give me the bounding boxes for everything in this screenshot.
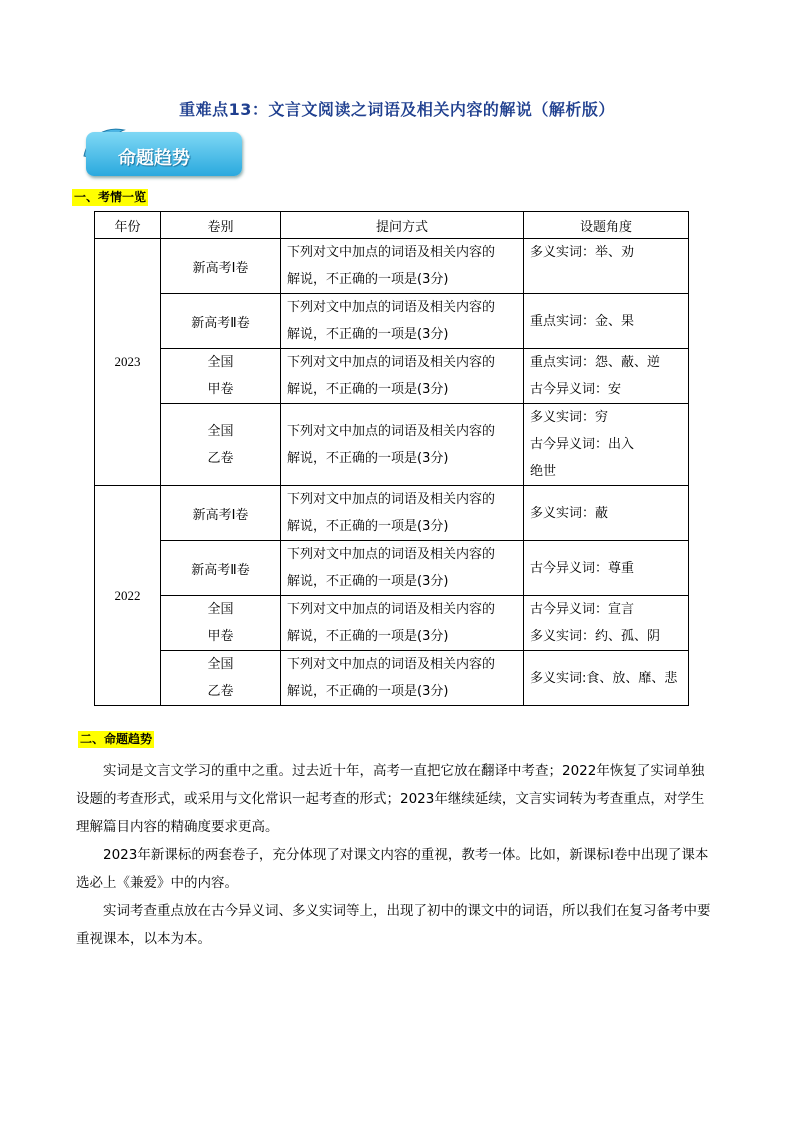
question-line: 下列对文中加点的词语及相关内容的 [287,245,496,260]
question-line: 下列对文中加点的词语及相关内容的 [287,300,496,315]
angle-line: 多义实词：举、劝 [530,245,635,260]
angle-line: 重点实词：怨、蔽、逆 [530,355,661,370]
question-line: 解说，不正确的一项是(3分) [287,684,449,699]
question-cell [281,294,524,349]
question-line: 下列对文中加点的词语及相关内容的 [287,355,496,370]
angle-cell [524,651,689,706]
year-cell: 2022 [95,486,161,706]
angle-line: 古今异义词：安 [530,382,622,397]
table-row [95,349,689,404]
paper-label: 新高考Ⅱ卷 [191,315,250,331]
angle-cell [524,541,689,596]
paper-cell [161,349,281,404]
paper-label: 新高考Ⅰ卷 [192,260,249,276]
question-line: 下列对文中加点的词语及相关内容的 [287,602,496,617]
question-line: 下列对文中加点的词语及相关内容的 [287,547,496,562]
angle-cell [524,349,689,404]
banner [78,120,248,186]
body-paragraph: 实词是文言文学习的重中之重。过去近十年，高考一直把它放在翻译中考查；2022年恢复了实词单独设题的考查形式，或采用与文化常识一起考查的形式；2023年继续延续，文言实词转为考查重点，对学生理解篇目内容的精确度要求更高。 [76,763,705,835]
paper-label: 乙卷 [207,450,234,466]
table-row [95,404,689,486]
angle-cell [524,404,689,486]
paper-label: 全国 [207,657,234,672]
table-header-row [95,212,689,239]
paper-label: 全国 [207,423,234,439]
question-cell [281,541,524,596]
paper-cell [161,294,281,349]
question-line: 下列对文中加点的词语及相关内容的 [287,657,496,672]
angle-cell [524,294,689,349]
paper-cell [161,596,281,651]
angle-line: 多义实词：约、孤、阴 [530,629,661,644]
paper-label: 新高考Ⅰ卷 [192,507,249,523]
header-question: 提问方式 [281,212,524,239]
angle-cell [524,486,689,541]
question-line: 解说，不正确的一项是(3分) [287,519,449,534]
header-year: 年份 [95,212,161,239]
paper-cell [161,486,281,541]
question-line: 解说，不正确的一项是(3分) [287,382,449,397]
banner-label: 命题趋势 [118,148,190,169]
question-line: 解说，不正确的一项是(3分) [287,574,449,589]
question-line: 解说，不正确的一项是(3分) [287,629,449,644]
paper-label: 甲卷 [207,629,234,644]
paper-cell [161,541,281,596]
paper-cell [161,404,281,486]
table-row [95,541,689,596]
angle-line: 绝世 [530,464,557,479]
question-cell [281,651,524,706]
question-line: 解说，不正确的一项是(3分) [287,327,449,342]
body-paragraph: 2023年新课标的两套卷子，充分体现了对课文内容的重视，教考一体。比如，新课标Ⅰ卷中出现了课本选必上《兼爱》中的内容。 [76,847,709,891]
body-paragraph: 实词考查重点放在古今异义词、多义实词等上，出现了初中的课文中的词语，所以我们在复习备考中要重视课本，以本为本。 [76,903,711,947]
question-cell [281,239,524,294]
header-angle: 设题角度 [524,212,689,239]
section-heading-trend: 二、命题趋势 [80,732,153,746]
angle-line: 重点实词：金、果 [530,313,635,329]
header-paper: 卷别 [161,212,281,239]
year-cell: 2023 [95,239,161,486]
angle-line: 古今异义词：宣言 [530,602,635,617]
question-line: 下列对文中加点的词语及相关内容的 [287,423,496,439]
paper-label: 全国 [207,355,234,370]
paper-label: 乙卷 [207,684,234,699]
paper-label: 新高考Ⅱ卷 [191,562,250,578]
table-row [95,486,689,541]
angle-cell [524,239,689,294]
angle-line: 古今异义词：出入 [530,437,635,452]
angle-line: 多义实词：蔽 [530,505,609,521]
table-row [95,239,689,294]
angle-cell [524,596,689,651]
table-row [95,596,689,651]
paper-label: 甲卷 [207,382,234,397]
angle-line: 多义实词:食、放、靡、悲 [530,670,678,686]
paper-cell [161,239,281,294]
angle-line: 多义实词：穷 [530,410,609,425]
table-row [95,651,689,706]
question-line: 解说，不正确的一项是(3分) [287,272,449,287]
question-line: 解说，不正确的一项是(3分) [287,450,449,466]
question-cell [281,349,524,404]
question-cell [281,596,524,651]
section-heading-overview: 一、考情一览 [74,190,147,204]
angle-line: 古今异义词：尊重 [530,560,635,576]
question-line: 下列对文中加点的词语及相关内容的 [287,492,496,507]
page-title: 重难点13：文言文阅读之词语及相关内容的解说（解析版） [179,100,615,119]
question-cell [281,404,524,486]
paper-label: 全国 [207,602,234,617]
table-row [95,294,689,349]
paper-cell [161,651,281,706]
question-cell [281,486,524,541]
exam-table [94,211,689,706]
